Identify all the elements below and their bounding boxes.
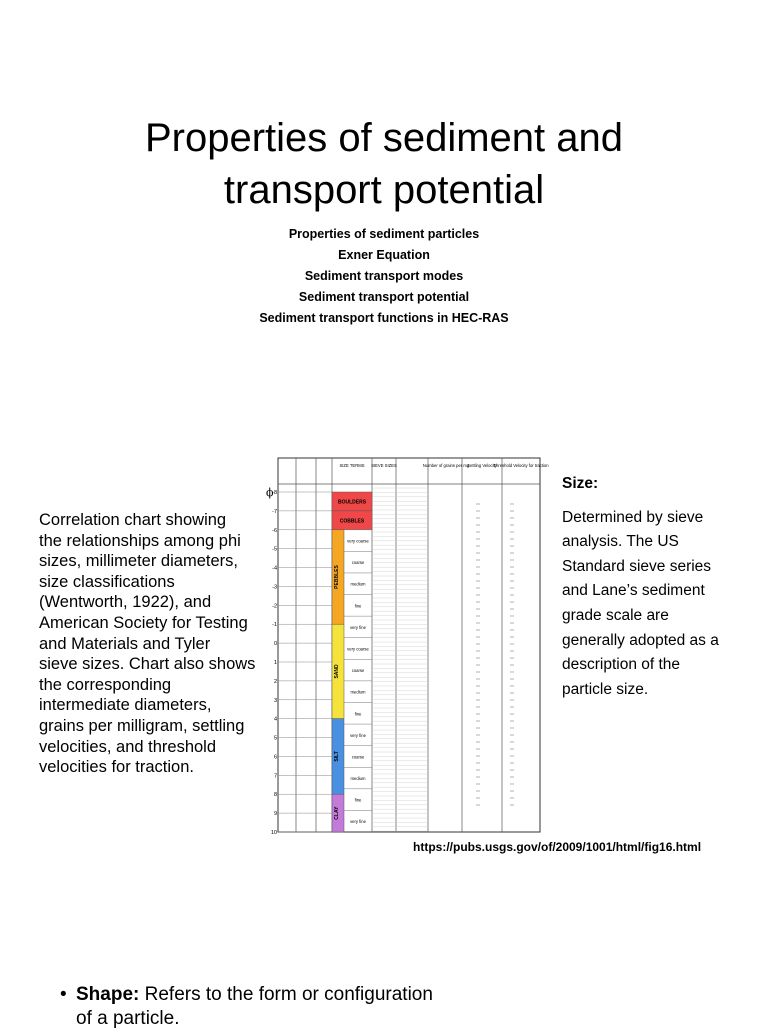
phi-tick-label: 7 (273, 773, 277, 780)
phi-tick-label: -7 (272, 508, 277, 515)
caption-line: the corresponding (39, 675, 172, 694)
sub-term-label: very coarse (347, 538, 369, 544)
sub-term-label: medium (350, 581, 366, 587)
size-line: grade scale are (562, 606, 669, 624)
shape-text: Refers to the form or configuration (139, 984, 433, 1005)
bullet-icon: • (60, 984, 67, 1005)
phi-tick-label: 3 (273, 697, 277, 704)
caption-line: and Materials and Tyler (39, 634, 211, 653)
chart-caption (39, 510, 263, 778)
sub-term-label: very fine (350, 732, 366, 738)
size-line: and Lane’s sediment (562, 582, 705, 600)
chart-svg (266, 456, 549, 836)
phi-tick-label: 10 (270, 830, 277, 836)
topic-item: Sediment transport potential (298, 290, 470, 304)
topic-item: Exner Equation (338, 248, 430, 262)
size-line: generally adopted as a (562, 631, 719, 649)
phi-tick-label: -1 (272, 622, 277, 629)
phi-tick-label: -3 (272, 584, 277, 591)
sub-term-label: fine (354, 603, 362, 609)
phi-tick-label: 1 (273, 660, 277, 666)
chart-header: SIEVE SIZES (371, 463, 397, 468)
title-line-2: transport potential (223, 168, 545, 212)
topic-item: Properties of sediment particles (288, 227, 480, 241)
topic-list (180, 224, 588, 329)
shape-label: Shape: (76, 984, 140, 1005)
caption-line: the relationships among phi (39, 531, 241, 550)
topic-item: Sediment transport functions in HEC-RAS (259, 311, 509, 325)
phi-tick-label: 2 (273, 678, 277, 685)
size-description (562, 472, 766, 702)
phi-tick-label: -4 (272, 565, 277, 572)
size-class-label: SAND (334, 664, 340, 679)
title-line-1: Properties of sediment and (144, 116, 624, 160)
phi-tick-label: 9 (273, 811, 277, 818)
phi-tick-label: -6 (272, 527, 277, 534)
sub-term-label: fine (354, 711, 362, 717)
size-line: Standard sieve series (562, 557, 712, 575)
caption-line: American Society for Testing (39, 613, 248, 632)
size-class-label: PEBBLES (334, 565, 340, 589)
size-class-label: CLAY (334, 806, 340, 820)
sub-term-label: medium (350, 689, 366, 695)
size-class-label: SILT (334, 751, 340, 762)
sub-term-label: coarse (351, 560, 365, 566)
caption-line: size classifications (39, 572, 175, 591)
size-line: particle size. (562, 680, 649, 698)
slide-title (40, 112, 728, 216)
topic-item: Sediment transport modes (304, 269, 464, 283)
sub-term-label: coarse (351, 668, 365, 674)
phi-tick-label: -2 (272, 603, 277, 610)
size-line: description of the (562, 656, 681, 674)
sub-term-label: coarse (351, 754, 365, 760)
phi-tick-label: 5 (273, 735, 277, 742)
phi-tick-label: 6 (273, 754, 277, 761)
phi-symbol: ϕ (266, 486, 274, 499)
caption-line: (Wentworth, 1922), and (39, 593, 212, 612)
sediment-correlation-chart (266, 456, 549, 836)
size-heading: Size: (562, 475, 599, 492)
size-class-label: BOULDERS (337, 499, 367, 506)
caption-line: intermediate diameters, (39, 696, 212, 715)
sub-term-label: very coarse (347, 646, 369, 652)
size-class-label: COBBLES (339, 518, 365, 525)
caption-line: sizes, millimeter diameters, (39, 552, 238, 571)
chart-frame (278, 458, 540, 832)
sub-term-label: very fine (350, 624, 366, 630)
source-link[interactable]: https://pubs.usgs.gov/of/2009/1001/html/fig16.html (413, 840, 702, 854)
size-line: Determined by sieve (562, 508, 704, 526)
sub-term-label: fine (354, 797, 362, 803)
caption-line: sieve sizes. Chart also shows (39, 655, 256, 674)
sub-term-label: medium (350, 776, 366, 782)
chart-header: Number of grains per mg (422, 463, 470, 468)
phi-tick-label: -8 (272, 490, 277, 496)
chart-header: Settling Velocity (467, 463, 497, 468)
phi-tick-label: 4 (273, 716, 277, 723)
phi-tick-label: 8 (273, 792, 277, 799)
caption-line: velocities for traction. (39, 758, 194, 777)
shape-text-line-2: of a particle. (76, 1008, 180, 1029)
phi-tick-label: 0 (273, 641, 277, 648)
size-line: analysis. The US (562, 533, 679, 551)
chart-header: SIZE TERMS (339, 463, 365, 468)
sub-term-label: very fine (350, 819, 366, 825)
caption-line: Correlation chart showing (39, 511, 227, 529)
phi-tick-label: -5 (272, 546, 277, 553)
caption-line: grains per milligram, settling (39, 716, 245, 735)
caption-line: velocities, and threshold (39, 737, 217, 756)
chart-header: Threshold Velocity for traction (493, 463, 549, 468)
